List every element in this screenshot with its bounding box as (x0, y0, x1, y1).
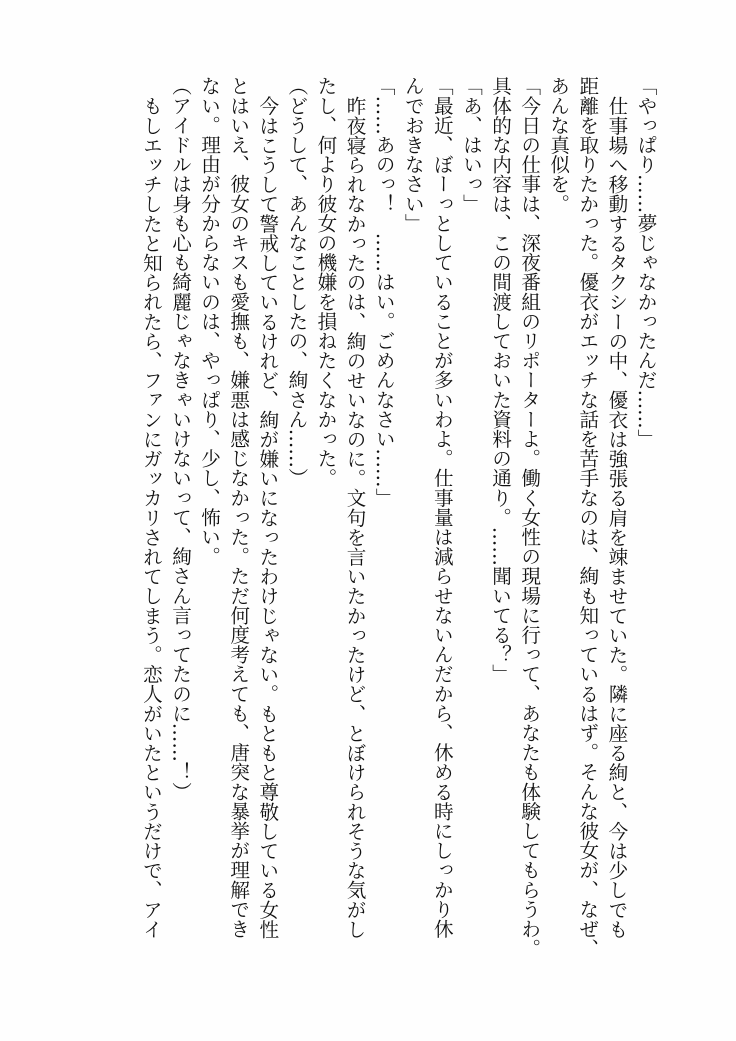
text-line-10: 「……あのっ！ ……はい。ごめんなさい……」 (372, 76, 396, 508)
text-line-3: 距離を取りたかった。優衣がエッチな話を苦手なのは、絢も知っているはず。そんな彼女が、なぜ、 (575, 76, 599, 958)
text-line-6: 具体的な内容は、この間渡しておいた資料の通り。……聞いてる？」 (488, 76, 512, 684)
text-line-9: んでおきなさい」 (401, 76, 425, 233)
text-line-12: たし、何より彼女の機嫌を損ねたくなかった。 (313, 76, 337, 488)
text-line-11: 昨夜寝られなかったのは、絢のせいなのに。文句を言いたかったけど、とぼけられそうな気がし (343, 95, 367, 939)
text-line-13: （どうして、あんなことしたの、絢さん……） (284, 76, 308, 488)
text-line-8: 「最近、ぼーっとしていることが多いわよ。仕事量は減らせないんだから、休める時にしっかり休 (430, 76, 454, 939)
text-line-15: とはいえ、彼女のキスも愛撫も、嫌悪は感じなかった。ただ何度考えても、唐突な暴挙が理解でき (226, 76, 250, 939)
text-line-7: 「あ、はいっ」 (459, 76, 483, 214)
vertical-text-body (60, 76, 660, 986)
text-line-18: もしエッチしたと知られたら、ファンにガッカリされてしまう。恋人がいたというだけで、アイ (139, 95, 163, 939)
text-line-2: 仕事場へ移動するタクシーの中、優衣は強張る肩を竦ませていた。隣に座る絢と、今は少しでも (604, 95, 628, 939)
text-line-16: ない。理由が分からないのは、やっぱり、少し、怖い。 (197, 76, 221, 566)
text-line-4: あんな真似を。 (546, 76, 570, 214)
text-line-14: 今はこうして警戒しているけれど、絢が嫌いになったわけじゃない。もともと尊敬している女性 (255, 95, 279, 939)
text-line-5: 「今日の仕事は、深夜番組のリポーターよ。働く女性の現場に行って、あなたも体験してもらうわ。 (517, 76, 541, 958)
text-line-17: （アイドルは身も心も綺麗じゃなきゃいけないって、絢さん言ってたのに……！） (168, 76, 192, 802)
text-line-1: 「やっぱり……夢じゃなかったんだ……」 (634, 76, 657, 449)
